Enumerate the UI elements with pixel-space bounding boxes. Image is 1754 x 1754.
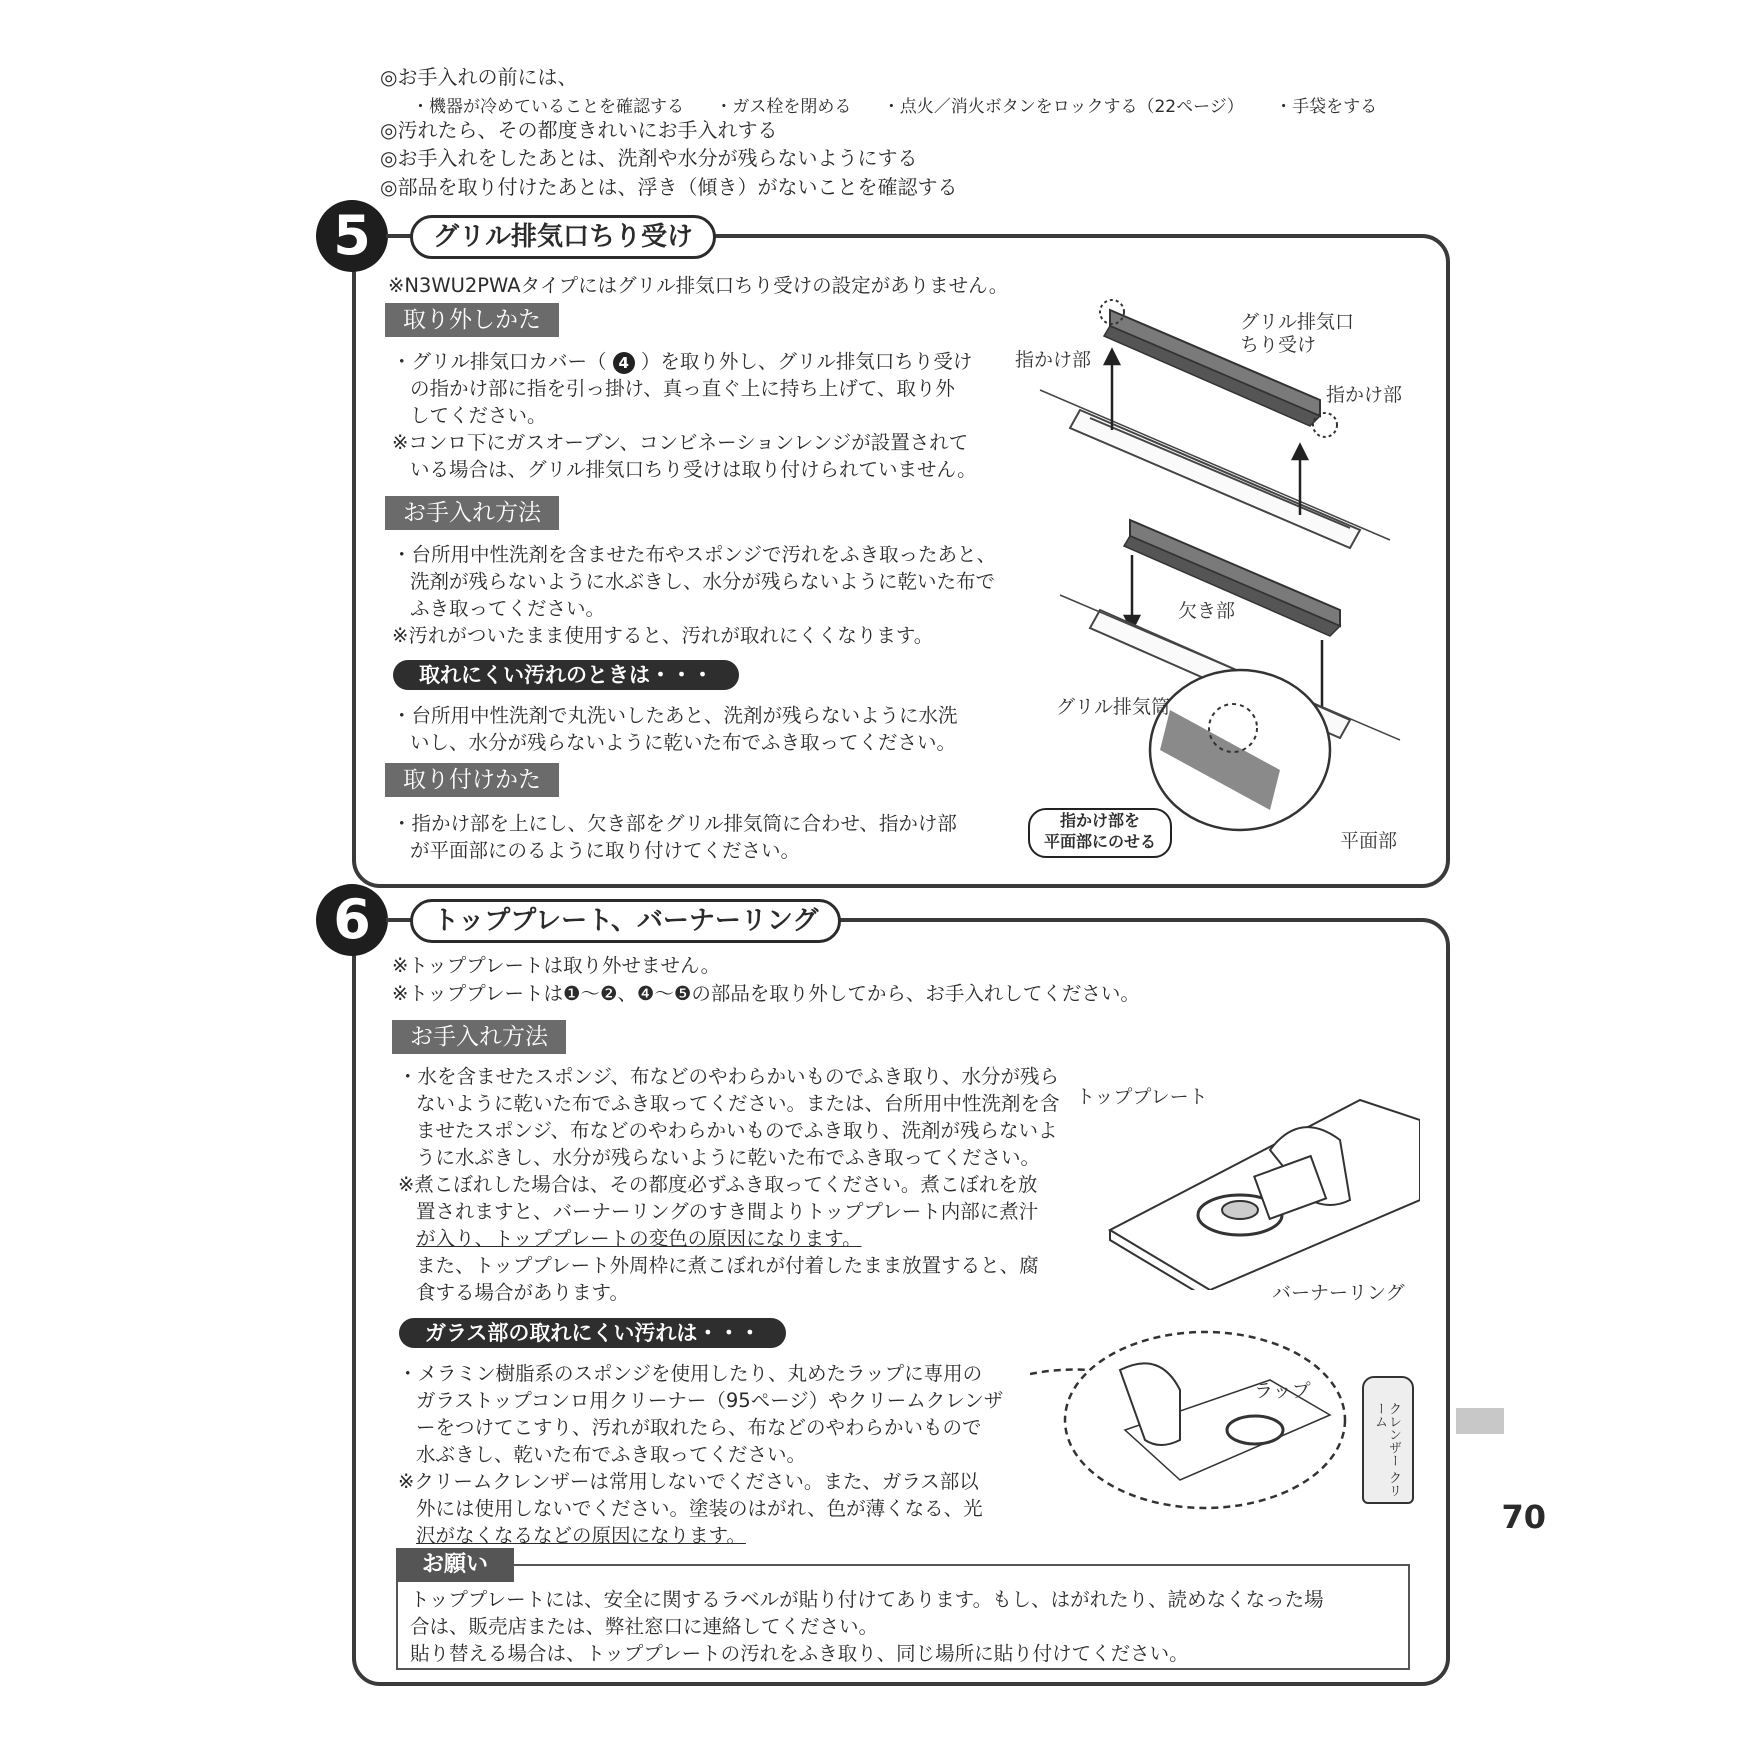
remove-text-a: ・グリル排気口カバー（ bbox=[392, 350, 607, 373]
section-5-remove-text bbox=[392, 348, 977, 483]
section-5-number: 5 bbox=[316, 200, 388, 272]
cleanser-bottle-label: クレンザー クリーム bbox=[1372, 1402, 1401, 1498]
intro-line-2: ◎汚れたら、その都度きれいにお手入れする bbox=[380, 118, 778, 142]
care6-text-line: ・水を含ませたスポンジ、布などのやわらかいものでふき取り、水分が残ら bbox=[398, 1065, 1059, 1088]
care-text-line: ふき取ってください。 bbox=[410, 597, 606, 620]
section-5-care-text bbox=[392, 541, 996, 649]
grill-exhaust-figure bbox=[1020, 290, 1440, 870]
label-heimen: 平面部 bbox=[1340, 830, 1398, 852]
care6-text-line: ませたスポンジ、布などのやわらかいものでふき取り、洗剤が残らないよ bbox=[416, 1119, 1058, 1142]
side-index-tab bbox=[1456, 1408, 1504, 1434]
label-kakibu: 欠き部 bbox=[1178, 600, 1236, 622]
onegai-line: 合は、販売店または、弊社窓口に連絡してください。 bbox=[410, 1615, 879, 1638]
care-text-line: ※汚れがついたまま使用すると、汚れが取れにくくなります。 bbox=[392, 624, 934, 647]
care-text-line: 洗剤が残らないように水ぶきし、水分が残らないように乾いた布で bbox=[410, 570, 996, 593]
section-5-title: グリル排気口ちり受け bbox=[410, 215, 716, 259]
care6-text-line: また、トッププレート外周枠に煮こぼれが付着したまま放置すると、腐 bbox=[416, 1254, 1039, 1277]
label-yubikake-left: 指かけ部 bbox=[1015, 349, 1092, 371]
care-text-line: ・台所用中性洗剤を含ませた布やスポンジで汚れをふき取ったあと、 bbox=[392, 543, 997, 566]
glass-text-line: ・メラミン樹脂系のスポンジを使用したり、丸めたラップに専用の bbox=[398, 1362, 983, 1385]
glass-text-line: ※クリームクレンザーは常用しないでください。また、ガラス部以 bbox=[398, 1470, 979, 1493]
label-wrap: ラップ bbox=[1254, 1380, 1311, 1402]
section-5-hard-text bbox=[392, 702, 958, 756]
section-6-note-2: ※トッププレートは❶～❷、❹～❺の部品を取り外してから、お手入れしてください。 bbox=[392, 982, 1140, 1005]
intro-sub-item: ・ガス栓を閉める bbox=[715, 97, 852, 117]
onegai-text bbox=[410, 1586, 1324, 1667]
label-chiriuke-2: ちり受け bbox=[1240, 334, 1317, 356]
glass-text-line: 外には使用しないでください。塗装のはがれ、色が薄くなる、光 bbox=[416, 1497, 983, 1520]
label-burner-ring: バーナーリング bbox=[1272, 1282, 1405, 1304]
intro-line-1: ◎お手入れの前には、 bbox=[380, 65, 578, 89]
section-6-care-text bbox=[398, 1063, 1060, 1306]
intro-sub-items bbox=[412, 92, 1403, 117]
section-5-remove-heading: 取り外しかた bbox=[385, 303, 559, 337]
onegai-line: トッププレートには、安全に関するラベルが貼り付けてあります。もし、はがれたり、読めなくなった場 bbox=[410, 1588, 1324, 1611]
section-6-care-heading: お手入れ方法 bbox=[392, 1020, 566, 1054]
callout-line: 平面部にのせる bbox=[1043, 832, 1156, 851]
zoom-detail bbox=[1150, 670, 1330, 830]
part-4-icon: 4 bbox=[613, 352, 635, 374]
remove-text-line: いる場合は、グリル排気口ちり受けは取り付けられていません。 bbox=[410, 458, 977, 481]
section-5-note: ※N3WU2PWAタイプにはグリル排気口ちり受けの設定がありません。 bbox=[388, 274, 1009, 297]
onegai-heading: お願い bbox=[396, 1548, 514, 1582]
section-5-attach-heading: 取り付けかた bbox=[385, 763, 559, 797]
care6-text-line: うに水ぶきし、水分が残らないように乾いた布でふき取ってください。 bbox=[416, 1146, 1041, 1169]
label-yubikake-right: 指かけ部 bbox=[1326, 384, 1403, 406]
care6-text-line: ないように乾いた布でふき取ってください。または、台所用中性洗剤を含 bbox=[416, 1092, 1060, 1115]
callout-line: 指かけ部を bbox=[1059, 811, 1140, 830]
attach-text-line: ・指かけ部を上にし、欠き部をグリル排気筒に合わせ、指かけ部 bbox=[392, 812, 957, 835]
remove-text-b: ）を取り外し、グリル排気口ちり受け bbox=[640, 350, 973, 373]
care6-text-line: 置されますと、バーナーリングのすき間よりトッププレート内部に煮汁 bbox=[416, 1200, 1039, 1223]
section-6-glass-text bbox=[398, 1360, 1003, 1549]
glass-text-line: 沢がなくなるなどの原因になります。 bbox=[416, 1524, 746, 1547]
label-topplate: トッププレート bbox=[1076, 1086, 1208, 1108]
glass-text-line: ーをつけてこすり、汚れが取れたら、布などのやわらかいもので bbox=[416, 1416, 982, 1439]
remove-text-line: してください。 bbox=[410, 404, 547, 427]
intro-sub-item: ・手袋をする bbox=[1275, 97, 1378, 117]
topplate-figure bbox=[1100, 1080, 1420, 1290]
section-6-title: トッププレート、バーナーリング bbox=[410, 899, 841, 943]
intro-line-4: ◎部品を取り付けたあとは、浮き（傾き）がないことを確認する bbox=[380, 175, 958, 199]
section-6-note-1: ※トッププレートは取り外せません。 bbox=[392, 954, 721, 977]
remove-text-line: ※コンロ下にガスオーブン、コンビネーションレンジが設置されて bbox=[392, 431, 969, 454]
section-5-hard-heading: 取れにくい汚れのときは・・・ bbox=[393, 660, 739, 690]
onegai-line: 貼り替える場合は、トッププレートの汚れをふき取り、同じ場所に貼り付けてください。 bbox=[410, 1642, 1189, 1665]
label-chiriuke-1: グリル排気口 bbox=[1240, 311, 1355, 333]
section-5-care-heading: お手入れ方法 bbox=[385, 496, 559, 530]
exhaust-slot-top bbox=[1040, 390, 1390, 548]
wrap-cleaning-figure bbox=[1030, 1330, 1360, 1510]
hard-text-line: ・台所用中性洗剤で丸洗いしたあと、洗剤が残らないように水洗 bbox=[392, 704, 958, 727]
label-haikitou: グリル排気筒 bbox=[1056, 696, 1171, 718]
page-number: 70 bbox=[1501, 1498, 1546, 1536]
care6-text-line: ※煮こぼれした場合は、その都度必ずふき取ってください。煮こぼれを放 bbox=[398, 1173, 1038, 1196]
cleanser-bottle bbox=[1362, 1376, 1414, 1504]
intro-sub-item: ・機器が冷めていることを確認する bbox=[412, 97, 684, 117]
care6-text-line: が入り、トッププレートの変色の原因になります。 bbox=[416, 1227, 862, 1250]
remove-text-line: の指かけ部に指を引っ掛け、真っ直ぐ上に持ち上げて、取り外 bbox=[410, 377, 955, 400]
care6-text-line: 食する場合があります。 bbox=[416, 1281, 629, 1304]
section-6-number: 6 bbox=[316, 884, 388, 956]
glass-text-line: 水ぶきし、乾いた布でふき取ってください。 bbox=[416, 1443, 807, 1466]
glass-text-line: ガラストップコンロ用クリーナー（95ページ）やクリームクレンザ bbox=[416, 1389, 1004, 1412]
section-6-glass-heading: ガラス部の取れにくい汚れは・・・ bbox=[399, 1318, 786, 1348]
intro-line-3: ◎お手入れをしたあとは、洗剤や水分が残らないようにする bbox=[380, 146, 918, 170]
callout-yubikake bbox=[1028, 808, 1172, 858]
attach-text-line: が平面部にのるように取り付けてください。 bbox=[410, 839, 801, 862]
intro-sub-item: ・点火／消火ボタンをロックする（22ページ） bbox=[882, 97, 1244, 117]
section-5-attach-text bbox=[392, 810, 957, 864]
hard-text-line: いし、水分が残らないように乾いた布でふき取ってください。 bbox=[410, 731, 957, 754]
